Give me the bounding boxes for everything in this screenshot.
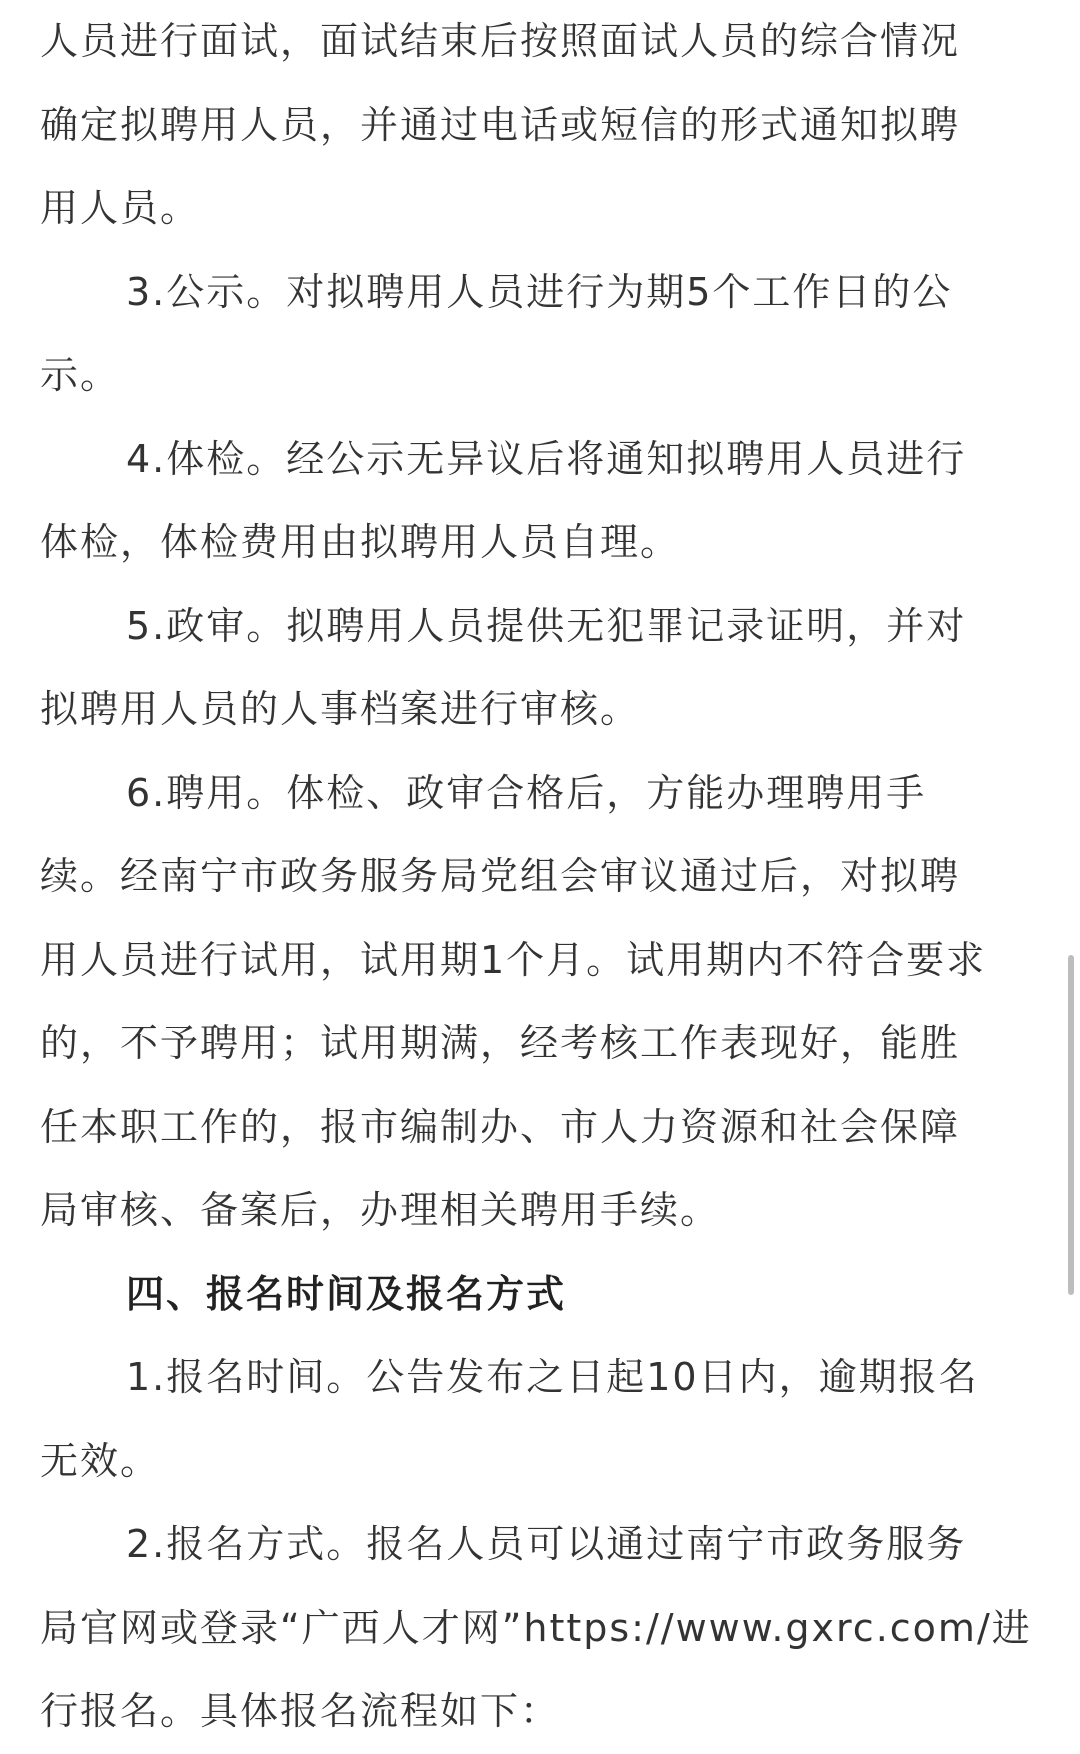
article-body <box>40 0 1040 1754</box>
text-line: 1.报名时间。公告发布之日起10日内，逾期报名 <box>126 1355 979 1399</box>
text-line: 示。 <box>40 353 121 397</box>
text-line: 4.体检。经公示无异议后将通知拟聘用人员进行 <box>126 436 967 481</box>
text-line: 局审核、备案后，办理相关聘用手续。 <box>40 1188 721 1232</box>
text-line: 体检，体检费用由拟聘用人员自理。 <box>40 520 681 564</box>
text-line: 2.报名方式。报名人员可以通过南宁市政务服务 <box>126 1522 967 1566</box>
text-line: 6.聘用。体检、政审合格后，方能办理聘用手 <box>126 770 927 815</box>
text-line: 确定拟聘用人员，并通过电话或短信的形式通知拟聘 <box>40 102 961 147</box>
text-line: 用人员。 <box>40 186 201 230</box>
text-line: 用人员进行试用，试用期1个月。试用期内不符合要求 <box>40 937 987 982</box>
text-line: 人员进行面试，面试结束后按照面试人员的综合情况 <box>40 19 961 63</box>
text-line: 局官网或登录“广西人才网”https://www.gxrc.com/进 <box>40 1605 1032 1650</box>
text-line: 无效。 <box>40 1438 161 1483</box>
text-line: 续。经南宁市政务服务局党组会审议通过后，对拟聘 <box>40 854 961 898</box>
section-heading: 四、报名时间及报名方式 <box>126 1271 567 1316</box>
text-line: 行报名。具体报名流程如下： <box>40 1689 561 1733</box>
scrollbar-thumb[interactable] <box>1068 955 1074 1295</box>
text-line: 任本职工作的，报市编制办、市人力资源和社会保障 <box>40 1104 961 1149</box>
text-line: 拟聘用人员的人事档案进行审核。 <box>40 687 641 731</box>
text-line: 的，不予聘用；试用期满，经考核工作表现好，能胜 <box>40 1021 961 1065</box>
text-line: 3.公示。对拟聘用人员进行为期5个工作日的公 <box>126 269 953 314</box>
text-line: 5.政审。拟聘用人员提供无犯罪记录证明，并对 <box>126 603 967 648</box>
